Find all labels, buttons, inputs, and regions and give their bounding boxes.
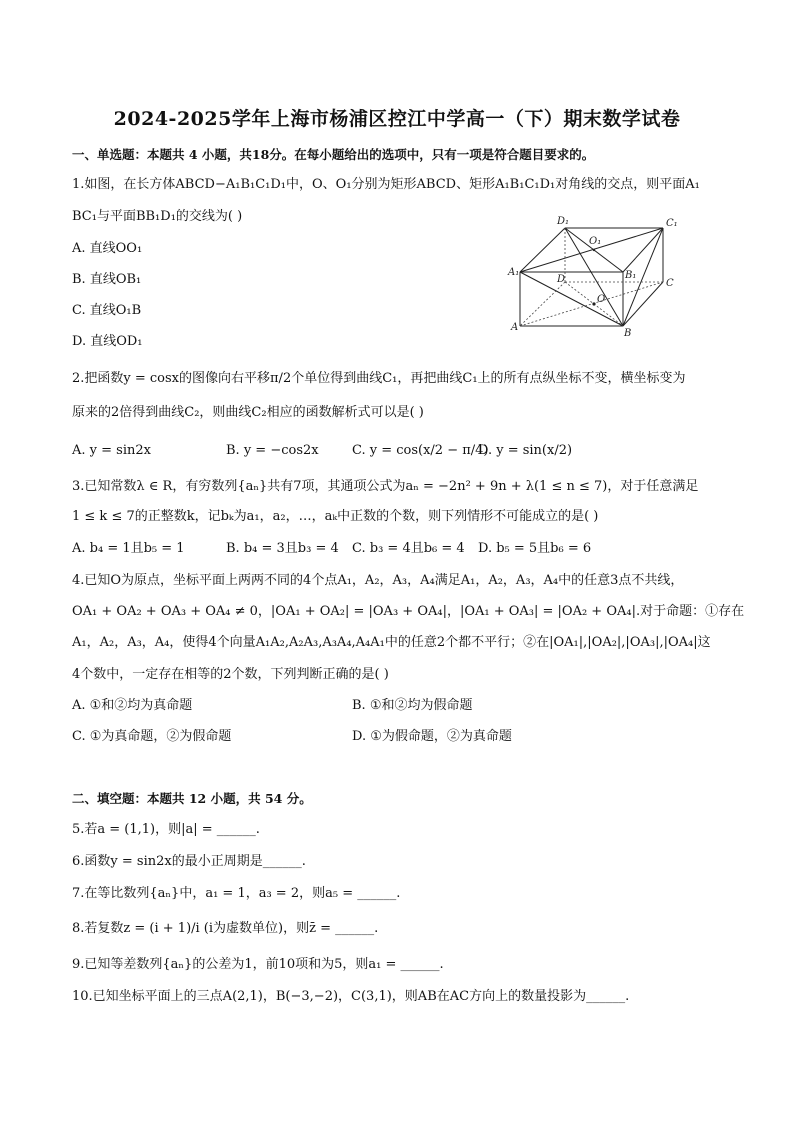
question-4-option-d: D. ①为假命题，②为真命题: [352, 729, 512, 744]
question-2-option-d: D. y = sin(x/2): [478, 443, 573, 458]
question-3-line-1: 3.已知常数λ ∈ R，有穷数列{aₙ}共有7项，其通项公式为aₙ = −2n² + 9n + λ(1 ≤ n ≤ 7)，对于任意满足: [72, 479, 699, 494]
question-4-line-4: 4个数中，一定存在相等的2个数，下列判断正确的是( ): [72, 667, 389, 682]
cuboid-figure: [505, 210, 690, 338]
label-a: A: [511, 322, 519, 333]
question-1-line-2: BC₁与平面BB₁D₁的交线为( ): [72, 209, 243, 224]
label-d: D: [557, 274, 566, 285]
question-2-option-b: B. y = −cos2x: [226, 443, 319, 458]
question-2-line-1: 2.把函数y = cosx的图像向右平移π/2个单位得到曲线C₁，再把曲线C₁上的所有点纵坐标不变，横坐标变为: [72, 371, 686, 386]
question-1-line-1: 1.如图，在长方体ABCD−A₁B₁C₁D₁中，O、O₁分别为矩形ABCD、矩形A₁B₁C₁D₁对角线的交点，则平面A₁: [72, 177, 700, 192]
question-9: 9.已知等差数列{aₙ}的公差为1，前10项和为5，则a₁ = ______.: [72, 957, 444, 972]
page-title: 2024-2025学年上海市杨浦区控江中学高一（下）期末数学试卷: [113, 108, 681, 130]
label-b1: B₁: [625, 270, 637, 281]
question-1-option-a: A. 直线OO₁: [72, 241, 143, 256]
question-8: 8.若复数z = (i + 1)/i (i为虚数单位)，则z̄ = ______.: [72, 921, 379, 936]
label-c: C: [666, 278, 674, 289]
label-b: B: [624, 328, 632, 338]
label-a1: A₁: [508, 267, 520, 278]
hidden-diagonal-a-c: [520, 282, 663, 326]
question-3-option-d: D. b₅ = 5且b₆ = 6: [478, 541, 592, 556]
question-4-option-a: A. ①和②均为真命题: [72, 698, 193, 713]
question-4-line-2: OA₁ + OA₂ + OA₃ + OA₄ ≠ 0，|OA₁ + OA₂| = |OA₃ + OA₄|，|OA₁ + OA₃| = |OA₂ + OA₄|.对于命题：①存在: [72, 604, 745, 619]
diagonal-a1-c1: [520, 228, 663, 272]
section-fill-in-header: 二、填空题：本题共 12 小题，共 54 分。: [72, 791, 312, 806]
question-3-line-2: 1 ≤ k ≤ 7的正整数k，记bₖ为a₁，a₂，…，aₖ中正数的个数，则下列情形不可能成立的是( ): [72, 509, 599, 524]
question-4-option-c: C. ①为真命题，②为假命题: [72, 729, 232, 744]
section-single-choice-header: 一、单选题：本题共 4 小题，共18分。在每小题给出的选项中，只有一项是符合题目要求的。: [72, 147, 595, 162]
point-o1: [593, 249, 595, 251]
edge-b-c: [623, 282, 663, 326]
question-3-option-c: C. b₃ = 4且b₆ = 4: [352, 541, 465, 556]
question-6: 6.函数y = sin2x的最小正周期是______.: [72, 854, 306, 869]
question-4-line-1: 4.已知O为原点，坐标平面上两两不同的4个点A₁，A₂，A₃，A₄满足A₁，A₂，A₃，A₄中的任意3点不共线，: [72, 573, 684, 588]
question-2-option-c: C. y = cos(x/2 − π/4): [352, 443, 489, 458]
hidden-edge-d-a: [520, 282, 565, 326]
question-2-line-2: 原来的2倍得到曲线C₂，则曲线C₂相应的函数解析式可以是( ): [72, 405, 424, 420]
question-3-option-b: B. b₄ = 3且b₃ = 4: [226, 541, 339, 556]
label-c1: C₁: [666, 218, 678, 229]
question-1-option-b: B. 直线OB₁: [72, 272, 142, 287]
point-o: [592, 302, 595, 305]
label-o: O: [597, 294, 606, 305]
question-5: 5.若a = (1,1)，则|a| = ______.: [72, 822, 260, 837]
question-3-option-a: A. b₄ = 1且b₅ = 1: [72, 541, 185, 556]
label-o1: O₁: [589, 236, 602, 247]
label-d1: D₁: [557, 216, 570, 227]
question-7: 7.在等比数列{aₙ}中，a₁ = 1，a₃ = 2，则a₅ = ______.: [72, 886, 401, 901]
question-10: 10.已知坐标平面上的三点A(2,1)，B(−3,−2)，C(3,1)，则AB在AC方向上的数量投影为______.: [72, 989, 630, 1004]
question-1-option-c: C. 直线O₁B: [72, 303, 142, 318]
question-4-option-b: B. ①和②均为假命题: [352, 698, 473, 713]
question-2-option-a: A. y = sin2x: [72, 443, 151, 458]
question-1-option-d: D. 直线OD₁: [72, 334, 143, 349]
question-4-line-3: A₁，A₂，A₃，A₄，使得4个向量A₁A₂,A₂A₃,A₃A₄,A₄A₁中的任意2个都不平行；②在|OA₁|,|OA₂|,|OA₃|,|OA₄|这: [72, 635, 711, 650]
